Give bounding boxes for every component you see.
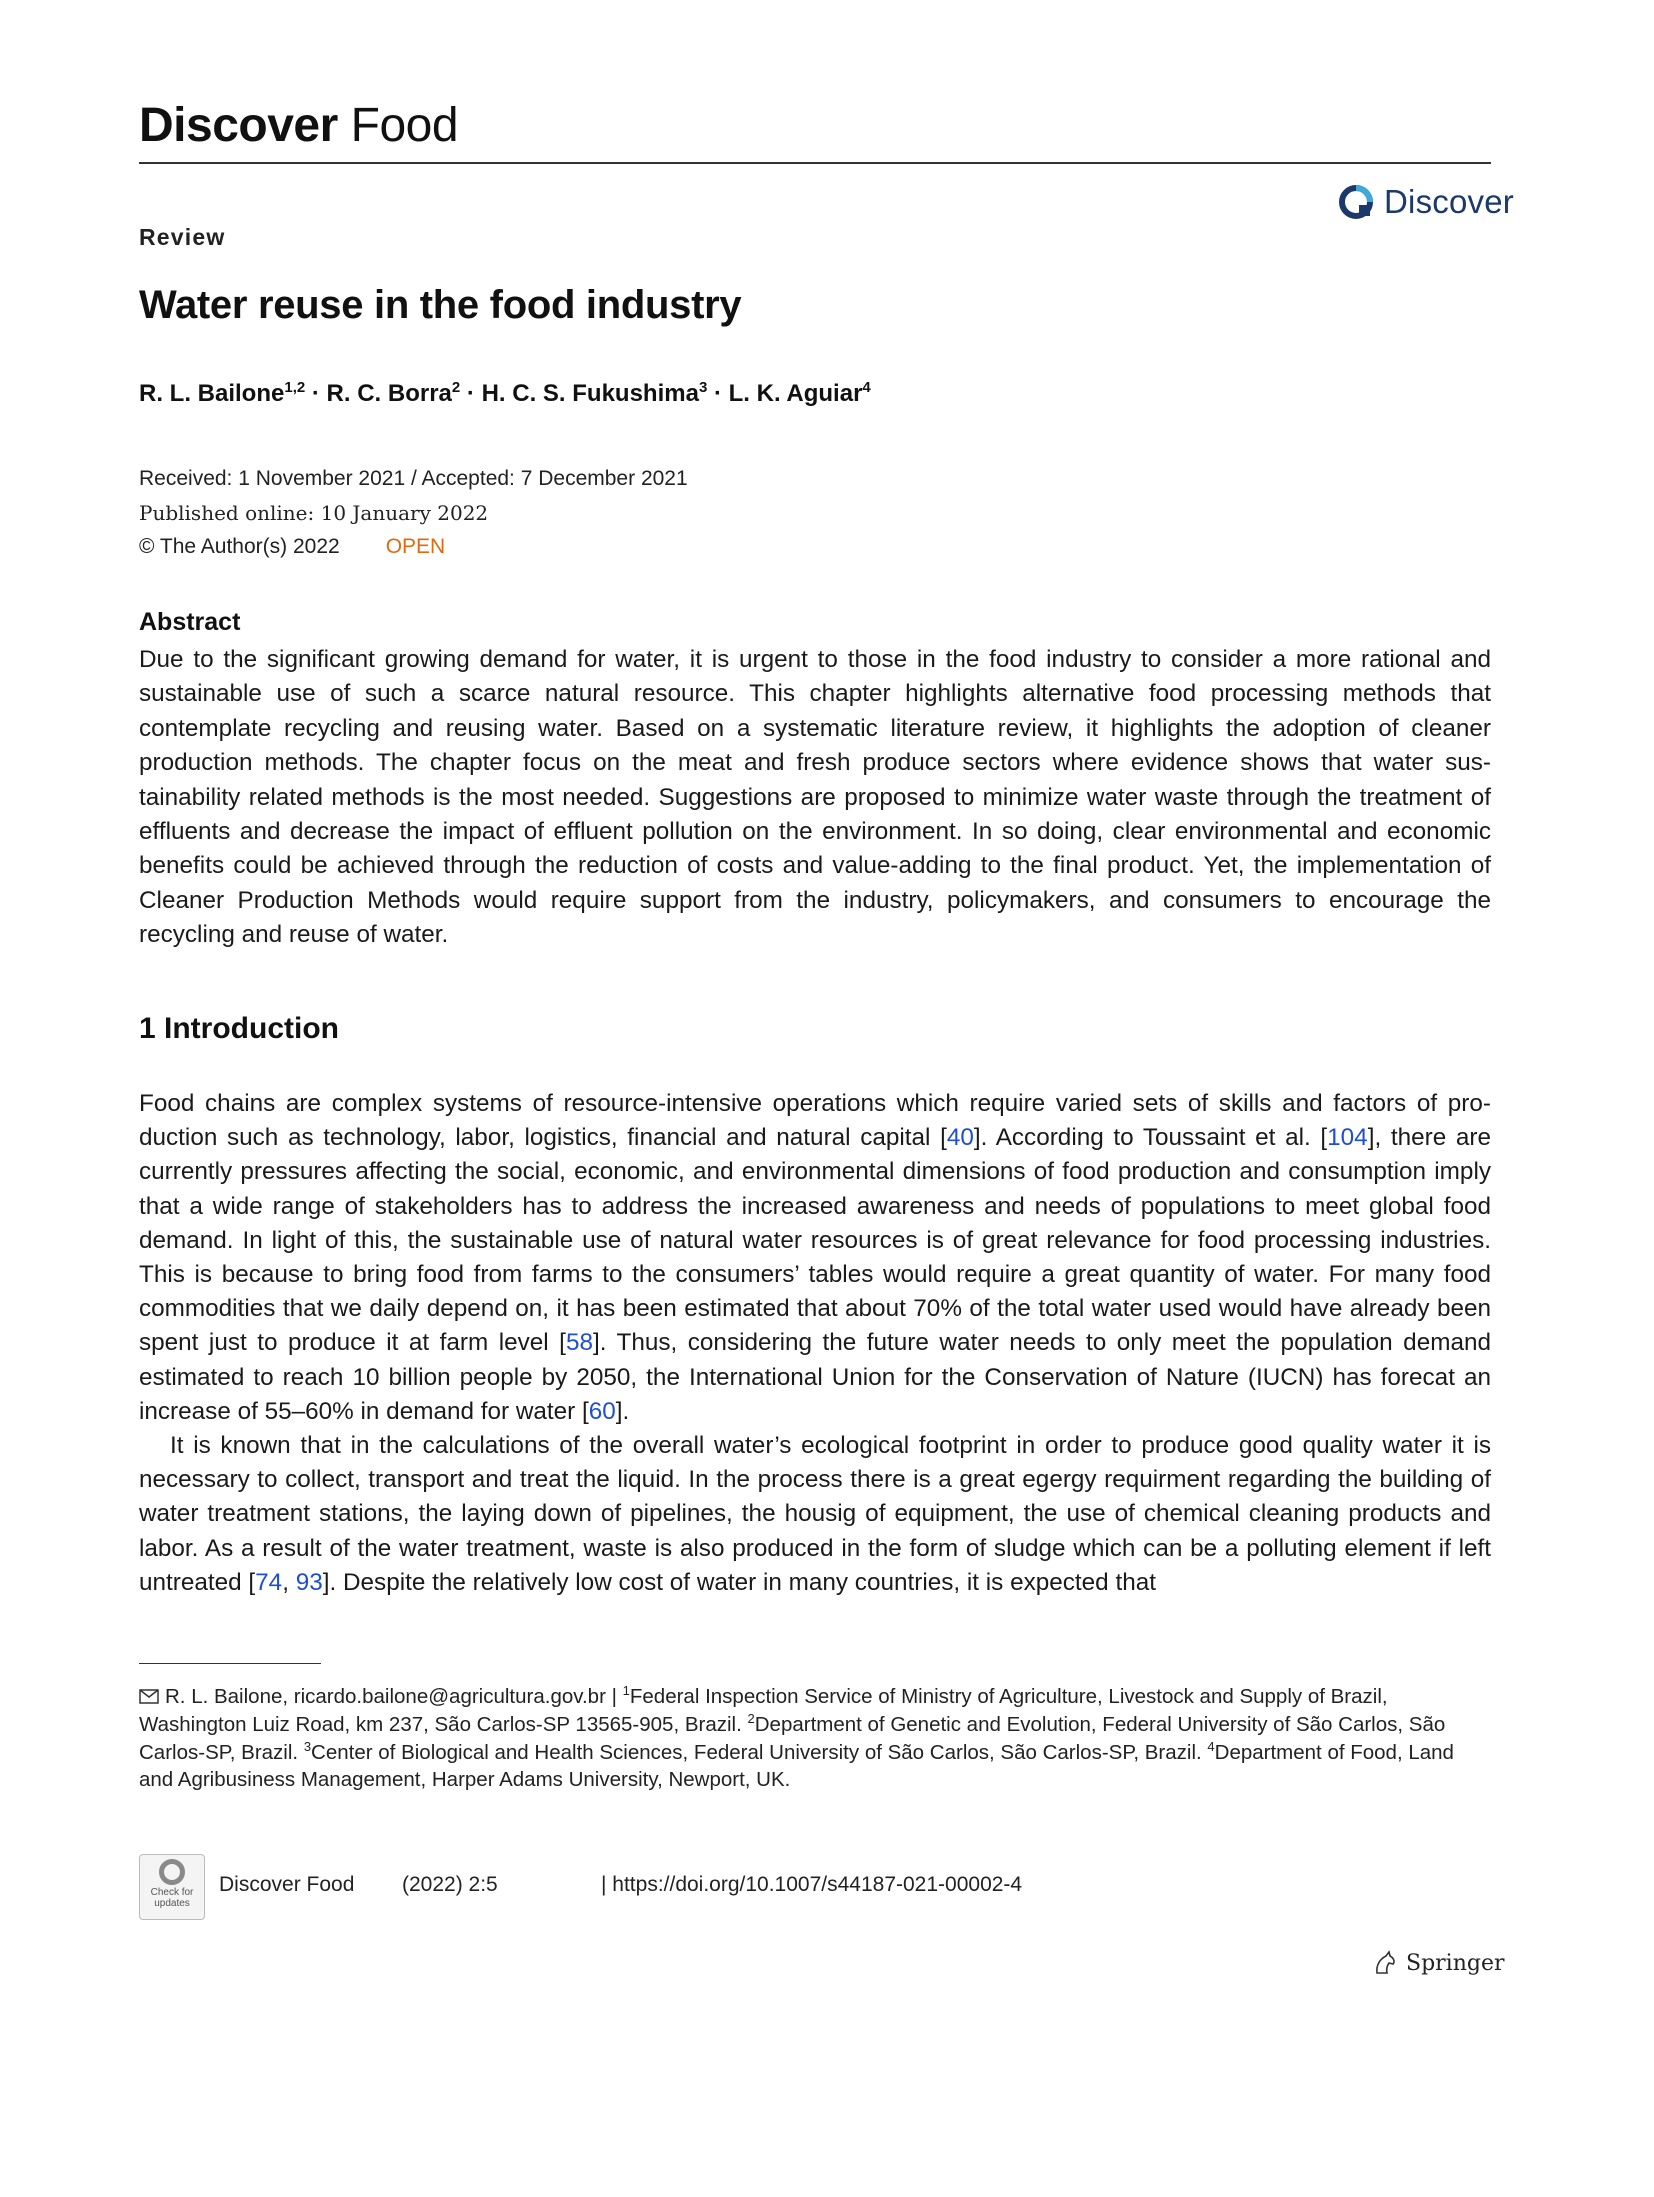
open-access-label[interactable]: OPEN (385, 535, 446, 558)
affiliation: Federal Inspection Service of Ministry of Agriculture, Livestock and Supply of Brazil, Washington Luiz Road, km 237, São Carlos-SP 13565-905, Brazil. (139, 1685, 1388, 1736)
affiliation-number: 2 (747, 1710, 755, 1726)
citation-link[interactable]: 40 (946, 1124, 974, 1152)
citation-link[interactable]: 74 (255, 1568, 283, 1596)
copyright: © The Author(s) 2022 (139, 535, 340, 558)
author-separator: · (707, 380, 729, 407)
journal-title (139, 98, 458, 153)
paragraph (139, 1429, 1491, 1600)
author-list (139, 380, 871, 408)
introduction-body (139, 1087, 1491, 1600)
citation-link[interactable]: 104 (1327, 1124, 1368, 1152)
doi-link[interactable]: | https://doi.org/10.1007/s44187-021-00002-4 (601, 1873, 1023, 1896)
footer-citation: (2022) 2:5 (402, 1873, 498, 1896)
author-name[interactable]: R. L. Bailone (139, 380, 285, 407)
discover-logo-text: Discover (1384, 183, 1514, 220)
article-title: Water reuse in the food industry (139, 283, 742, 327)
corresponding-author[interactable]: R. L. Bailone, ricardo.bailone@agricultura.gov.br | (165, 1685, 623, 1708)
footer-journal: Discover Food (219, 1873, 355, 1896)
author-name[interactable]: R. C. Borra (326, 380, 452, 407)
springer-text: Springer (1406, 1950, 1505, 1976)
article-dates (139, 462, 688, 564)
author-name[interactable]: L. K. Aguiar (728, 380, 863, 407)
affiliations-footnote (139, 1683, 1491, 1794)
citation-link[interactable]: 58 (565, 1329, 593, 1357)
text-run: Food chains are complex systems of resource-intensive operations which require varied sets of skills and factors of production such as technology, labor, logistics, financial and natural capital [ (139, 1090, 1491, 1152)
badge-label: Check for updates (150, 1887, 194, 1909)
text-run: ]. Despite the relatively low cost of water in many countries, it is expected that (322, 1568, 1156, 1596)
header-rule (139, 162, 1491, 164)
section-heading-introduction: 1 Introduction (139, 1012, 339, 1045)
copyright-line (139, 530, 688, 564)
author-affiliation: 1,2 (284, 379, 306, 396)
springer-horse-icon (1372, 1950, 1398, 1976)
article-type: Review (139, 224, 226, 250)
received-accepted: Received: 1 November 2021 / Accepted: 7 December 2021 (139, 467, 688, 490)
text-run: ]. Thus, considering the future water needs to only meet the population demand estimated to reach 10 billion people by 2050, the International Union for the Conservation of Nature (IUCN) has forecat an increase of 55–60% in demand for water [ (139, 1329, 1491, 1425)
author-affiliation: 3 (698, 379, 708, 396)
affiliation: Center of Biological and Health Sciences, Federal University of São Carlos, São Carlos-SP, Brazil. (311, 1740, 1208, 1764)
paragraph (139, 1087, 1491, 1429)
text-run: It is known that in the calculations of the overall water’s ecological footprint in order to produce good quality water it is necessary to collect, transport and treat the liquid. In the process there is a great egergy requirment regarding the building of water treatment stations, the laying down of pipelines, the housig of equipment, the use of chemical cleaning products and labor. As a result of the water treatment, waste is also produced in the form of sludge which can be a polluting element if left untreated [ (139, 1432, 1491, 1596)
envelope-icon (139, 1689, 159, 1704)
footnote-rule (139, 1663, 321, 1664)
affiliation: Department of Food, Land and Agribusiness Management, Harper Adams University, Newport, UK. (139, 1740, 1454, 1792)
affiliation-number: 1 (622, 1683, 630, 1699)
journal-title-light: Food (350, 99, 459, 152)
text-run: ]. (615, 1397, 630, 1425)
discover-logo[interactable] (1338, 180, 1514, 224)
abstract-text: Due to the significant growing demand for water, it is urgent to those in the food industry to consider a more rational and sustainable use of such a scarce natural resource. This chapter highlights alternative food processing methods that contemplate recycling and reusing water. Based on a systematic literature review, it highlights the adoption of cleaner production methods. The chapter focus on the meat and fresh produce sectors where evidence shows that water sustainability related methods is the most needed. Suggestions are proposed to minimize water waste through the treatment of effluents and decrease the impact of effluent pollution on the environment. In so doing, clear environmental and economic benefits could be achieved through the reduction of costs and value-adding to the final product. Yet, the implementation of Cleaner Production Methods would require support from the industry, policymakers, and consumers to encourage the recycling and reuse of water. (139, 646, 1491, 949)
discover-logo-icon (1338, 184, 1374, 220)
author-separator: · (460, 380, 482, 407)
affiliation-number: 3 (303, 1738, 312, 1754)
springer-logo[interactable] (1372, 1950, 1505, 1976)
journal-title-bold: Discover (139, 99, 338, 152)
published-online: Published online: 10 January 2022 (139, 501, 489, 525)
author-affiliation: 4 (862, 379, 871, 396)
author-separator: · (305, 380, 327, 407)
text-run: ]. According to Toussaint et al. [ (973, 1124, 1328, 1152)
author-affiliation: 2 (451, 379, 461, 396)
abstract-heading: Abstract (139, 608, 241, 636)
check-for-updates-badge[interactable] (139, 1854, 205, 1920)
citation-link[interactable]: 93 (295, 1568, 323, 1596)
text-run: , (282, 1568, 296, 1596)
affiliation-number: 4 (1207, 1738, 1215, 1754)
affiliation: Department of Genetic and Evolution, Federal University of São Carlos, São Carlos-SP, Brazil. (139, 1712, 1446, 1764)
check-for-updates-icon (159, 1859, 185, 1885)
citation-link[interactable]: 60 (588, 1397, 616, 1425)
text-run: ], there are currently pressures affecting the social, economic, and environmental dimensions of food production and consumption imply that a wide range of stakeholders has to address the increased awareness and needs of populations to meet global food demand. In light of this, the sustainable use of natural water resources is of great relevance for food processing industries. This is because to bring food from farms to the consumers’ tables would require a great quantity of water. For many food commodities that we daily depend on, it has been estimated that about 70% of the total water used would have already been spent just to produce it at farm level [ (139, 1124, 1491, 1357)
author-name[interactable]: H. C. S. Fukushima (481, 380, 699, 407)
